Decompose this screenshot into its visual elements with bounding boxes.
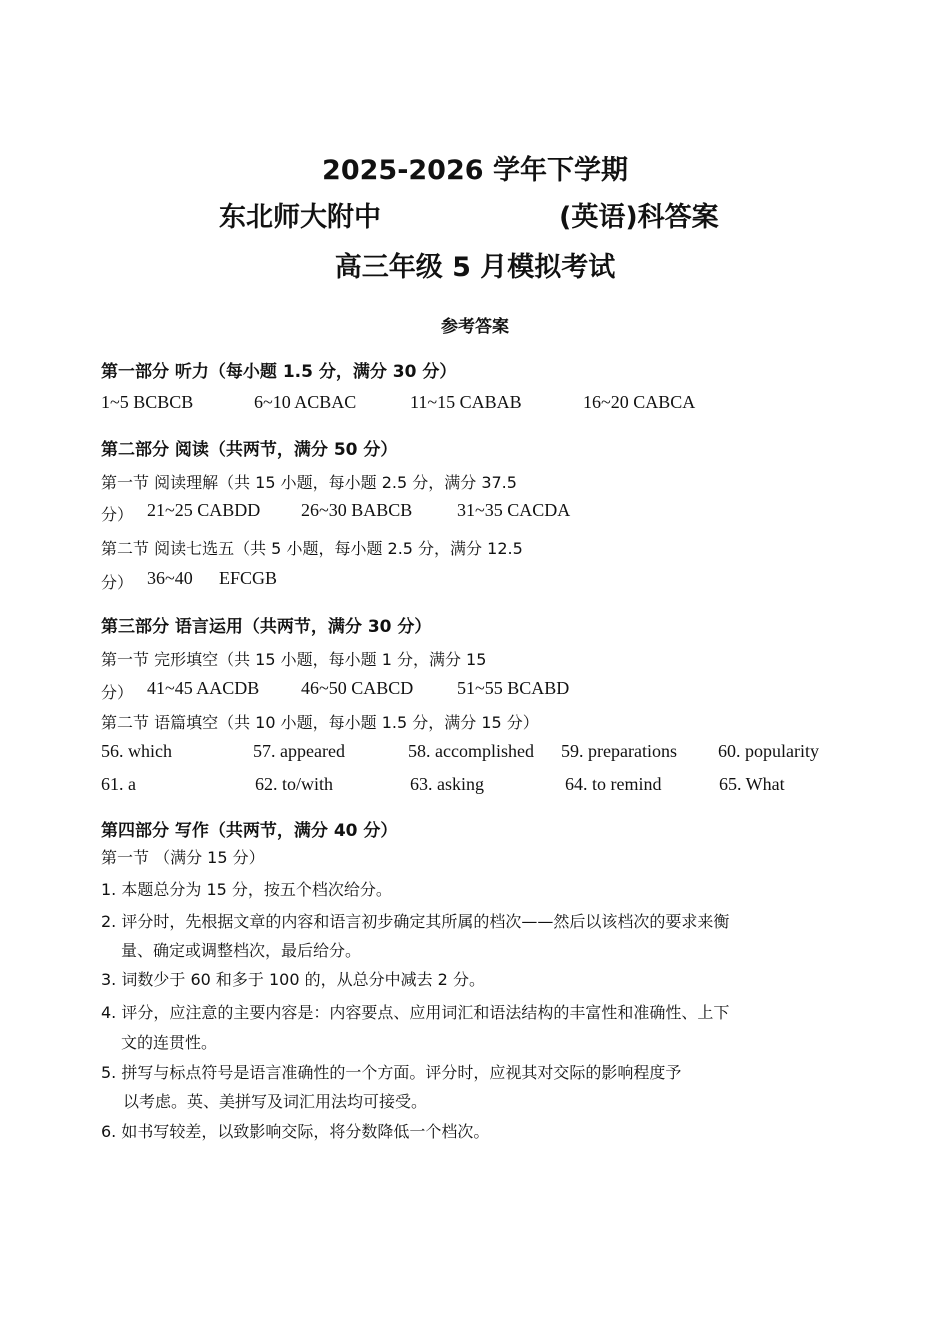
header-subtitle: 参考答案 bbox=[441, 317, 509, 337]
cloze-answer: 56. which bbox=[101, 741, 172, 761]
scoring-rule: 4. 评分，应注意的主要内容是：内容要点、应用词汇和语法结构的丰富性和准确性、上下 bbox=[101, 1003, 730, 1022]
part2-section2-heading: 第二节 阅读七选五（共 5 小题，每小题 2.5 分，满分 12.5 bbox=[101, 539, 523, 558]
cloze-answer: 61. a bbox=[101, 774, 136, 794]
part2-section1-heading: 第一节 阅读理解（共 15 小题，每小题 2.5 分，满分 37.5 bbox=[101, 473, 517, 492]
cloze-answer: 59. preparations bbox=[561, 741, 677, 761]
part2-section1-heading-cont: 分） bbox=[101, 505, 134, 524]
header-subject: (英语)科答案 bbox=[559, 202, 719, 233]
part1-answer: 1~5 BCBCB bbox=[101, 392, 194, 412]
scoring-rule: 2. 评分时，先根据文章的内容和语言初步确定其所属的档次——然后以该档次的要求来衡 bbox=[101, 912, 730, 931]
part2-answer: EFCGB bbox=[219, 568, 278, 588]
part3-section2-heading: 第二节 语篇填空（共 10 小题，每小题 1.5 分，满分 15 分） bbox=[101, 713, 539, 732]
part2-answer: 21~25 CABDD bbox=[147, 500, 261, 520]
scoring-rule: 6. 如书写较差，以致影响交际，将分数降低一个档次。 bbox=[101, 1122, 490, 1141]
part3-section1-heading: 第一节 完形填空（共 15 小题，每小题 1 分，满分 15 bbox=[101, 650, 487, 669]
scoring-rule: 5. 拼写与标点符号是语言准确性的一个方面。评分时，应视其对交际的影响程度予 bbox=[101, 1063, 682, 1082]
cloze-answer: 65. What bbox=[719, 774, 785, 794]
part3-answer: 41~45 AACDB bbox=[147, 678, 260, 698]
cloze-answer: 60. popularity bbox=[718, 741, 819, 761]
part3-answer: 46~50 CABCD bbox=[301, 678, 414, 698]
cloze-answer: 63. asking bbox=[410, 774, 484, 794]
cloze-answer: 62. to/with bbox=[255, 774, 334, 794]
part3-answer: 51~55 BCABD bbox=[457, 678, 570, 698]
part2-title: 第二部分 阅读（共两节，满分 50 分） bbox=[101, 440, 398, 460]
part2-answer: 26~30 BABCB bbox=[301, 500, 413, 520]
scoring-rule-cont: 量、确定或调整档次，最后给分。 bbox=[121, 941, 362, 960]
header-year: 2025-2026 学年下学期 bbox=[322, 155, 628, 186]
part2-answer: 31~35 CACDA bbox=[457, 500, 571, 520]
cloze-answer: 57. appeared bbox=[253, 741, 345, 761]
header-exam: 高三年级 5 月模拟考试 bbox=[334, 252, 616, 283]
cloze-answer: 64. to remind bbox=[565, 774, 662, 794]
part4-title: 第四部分 写作（共两节，满分 40 分） bbox=[101, 821, 398, 841]
cloze-answer: 58. accomplished bbox=[408, 741, 534, 761]
scoring-rule: 3. 词数少于 60 和多于 100 的，从总分中减去 2 分。 bbox=[101, 970, 485, 989]
header-school: 东北师大附中 bbox=[219, 202, 381, 233]
part1-answer: 16~20 CABCA bbox=[583, 392, 696, 412]
part4-section1-heading: 第一节 （满分 15 分） bbox=[101, 848, 265, 867]
part3-section1-heading-cont: 分） bbox=[101, 683, 134, 702]
scoring-rule: 1. 本题总分为 15 分，按五个档次给分。 bbox=[101, 880, 392, 899]
part1-answer: 11~15 CABAB bbox=[410, 392, 522, 412]
part2-answer: 36~40 bbox=[147, 568, 193, 588]
scoring-rule-cont: 以考虑。英、美拼写及词汇用法均可接受。 bbox=[123, 1092, 428, 1111]
part1-title: 第一部分 听力（每小题 1.5 分，满分 30 分） bbox=[101, 362, 457, 382]
part1-answer: 6~10 ACBAC bbox=[254, 392, 357, 412]
scoring-rule-cont: 文的连贯性。 bbox=[121, 1033, 218, 1052]
part3-title: 第三部分 语言运用（共两节，满分 30 分） bbox=[101, 617, 432, 637]
part2-section2-heading-cont: 分） bbox=[101, 573, 134, 592]
